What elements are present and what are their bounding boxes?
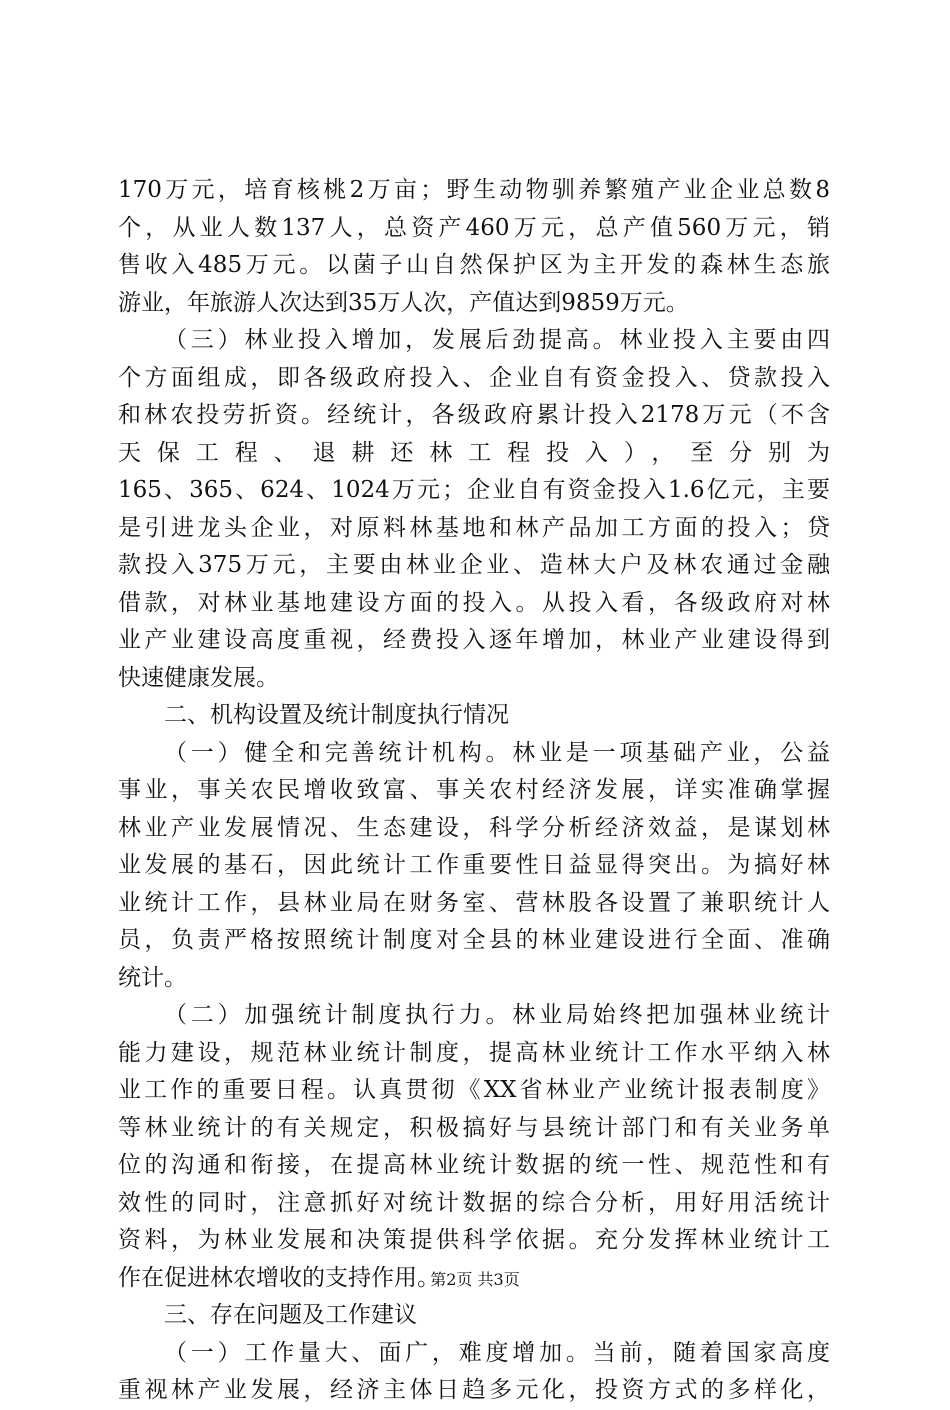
text-line: 快速健康发展。 <box>118 664 279 691</box>
text-line: （二）加强统计制度执行力。林业局始终把加强林业统计 <box>164 1002 830 1028</box>
text-line: 游业，年旅游人次达到35万人次，产值达到9859万元。 <box>118 289 689 316</box>
text-line: 能力建设，规范林业统计制度，提高林业统计工作水平纳入林 <box>118 1039 830 1066</box>
text-line: 林业产业发展情况、生态建设，科学分析经济效益，是谋划林 <box>118 814 830 841</box>
text-line: 员，负责严格按照统计制度对全县的林业建设进行全面、准确 <box>118 927 830 953</box>
text-line: 165、365、624、1024万元；企业自有资金投入1.6亿元，主要 <box>118 477 830 503</box>
text-line: 事业，事关农民增收致富、事关农村经济发展，详实准确掌握 <box>118 777 830 803</box>
text-line: 业工作的重要日程。认真贯彻《XX省林业产业统计报表制度》 <box>118 1077 830 1103</box>
text-line: 统计。 <box>118 964 187 991</box>
text-line: 资料，为林业发展和决策提供科学依据。充分发挥林业统计工 <box>118 1227 830 1253</box>
text-line: 个，从业人数137人，总资产460万元，总产值560万元，销 <box>118 214 830 241</box>
text-line: 等林业统计的有关规定，积极搞好与县统计部门和有关业务单 <box>118 1114 830 1141</box>
text-line: 位的沟通和衔接，在提高林业统计数据的统一性、规范性和有 <box>118 1152 830 1178</box>
document-body <box>118 172 830 1410</box>
text-line: 借款，对林业基地建设方面的投入。从投入看，各级政府对林 <box>118 589 830 616</box>
text-line: 和林农投劳折资。经统计，各级政府累计投入2178万元（不含 <box>118 402 830 428</box>
text-line: （一）健全和完善统计机构。林业是一项基础产业，公益 <box>164 739 830 766</box>
text-line: 业发展的基石，因此统计工作重要性日益显得突出。为搞好林 <box>118 852 830 878</box>
text-line: 业统计工作，县林业局在财务室、营林股各设置了兼职统计人 <box>118 889 830 916</box>
text-line: （一）工作量大、面广，难度增加。当前，随着国家高度 <box>164 1339 830 1366</box>
text-line: 170万元，培育核桃2万亩；野生动物驯养繁殖产业企业总数8 <box>118 177 830 203</box>
text-line: 业产业建设高度重视，经费投入逐年增加，林业产业建设得到 <box>118 627 830 653</box>
text-line: 重视林产业发展，经济主体日趋多元化，投资方式的多样化， <box>118 1377 830 1403</box>
text-line: 效性的同时，注意抓好对统计数据的综合分析，用好用活统计 <box>118 1189 830 1216</box>
text-line: 二、机构设置及统计制度执行情况 <box>164 702 509 728</box>
text-line: 售收入485万元。以菌子山自然保护区为主开发的森林生态旅 <box>118 252 830 278</box>
text-line: 款投入375万元，主要由林业企业、造林大户及林农通过金融 <box>118 552 830 578</box>
page-footer: 第2页 共3页 <box>430 1270 520 1289</box>
text-line: 三、存在问题及工作建议 <box>164 1302 417 1328</box>
text-line: 个方面组成，即各级政府投入、企业自有资金投入、贷款投入 <box>118 364 830 391</box>
text-line: 作在促进林农增收的支持作用。 <box>118 1264 440 1291</box>
text-line: 是引进龙头企业，对原料林基地和林产品加工方面的投入；贷 <box>118 514 830 541</box>
text-line: （三）林业投入增加，发展后劲提高。林业投入主要由四 <box>164 327 830 353</box>
text-line: 天保工程、退耕还林工程投入），至分别为 <box>118 439 830 466</box>
